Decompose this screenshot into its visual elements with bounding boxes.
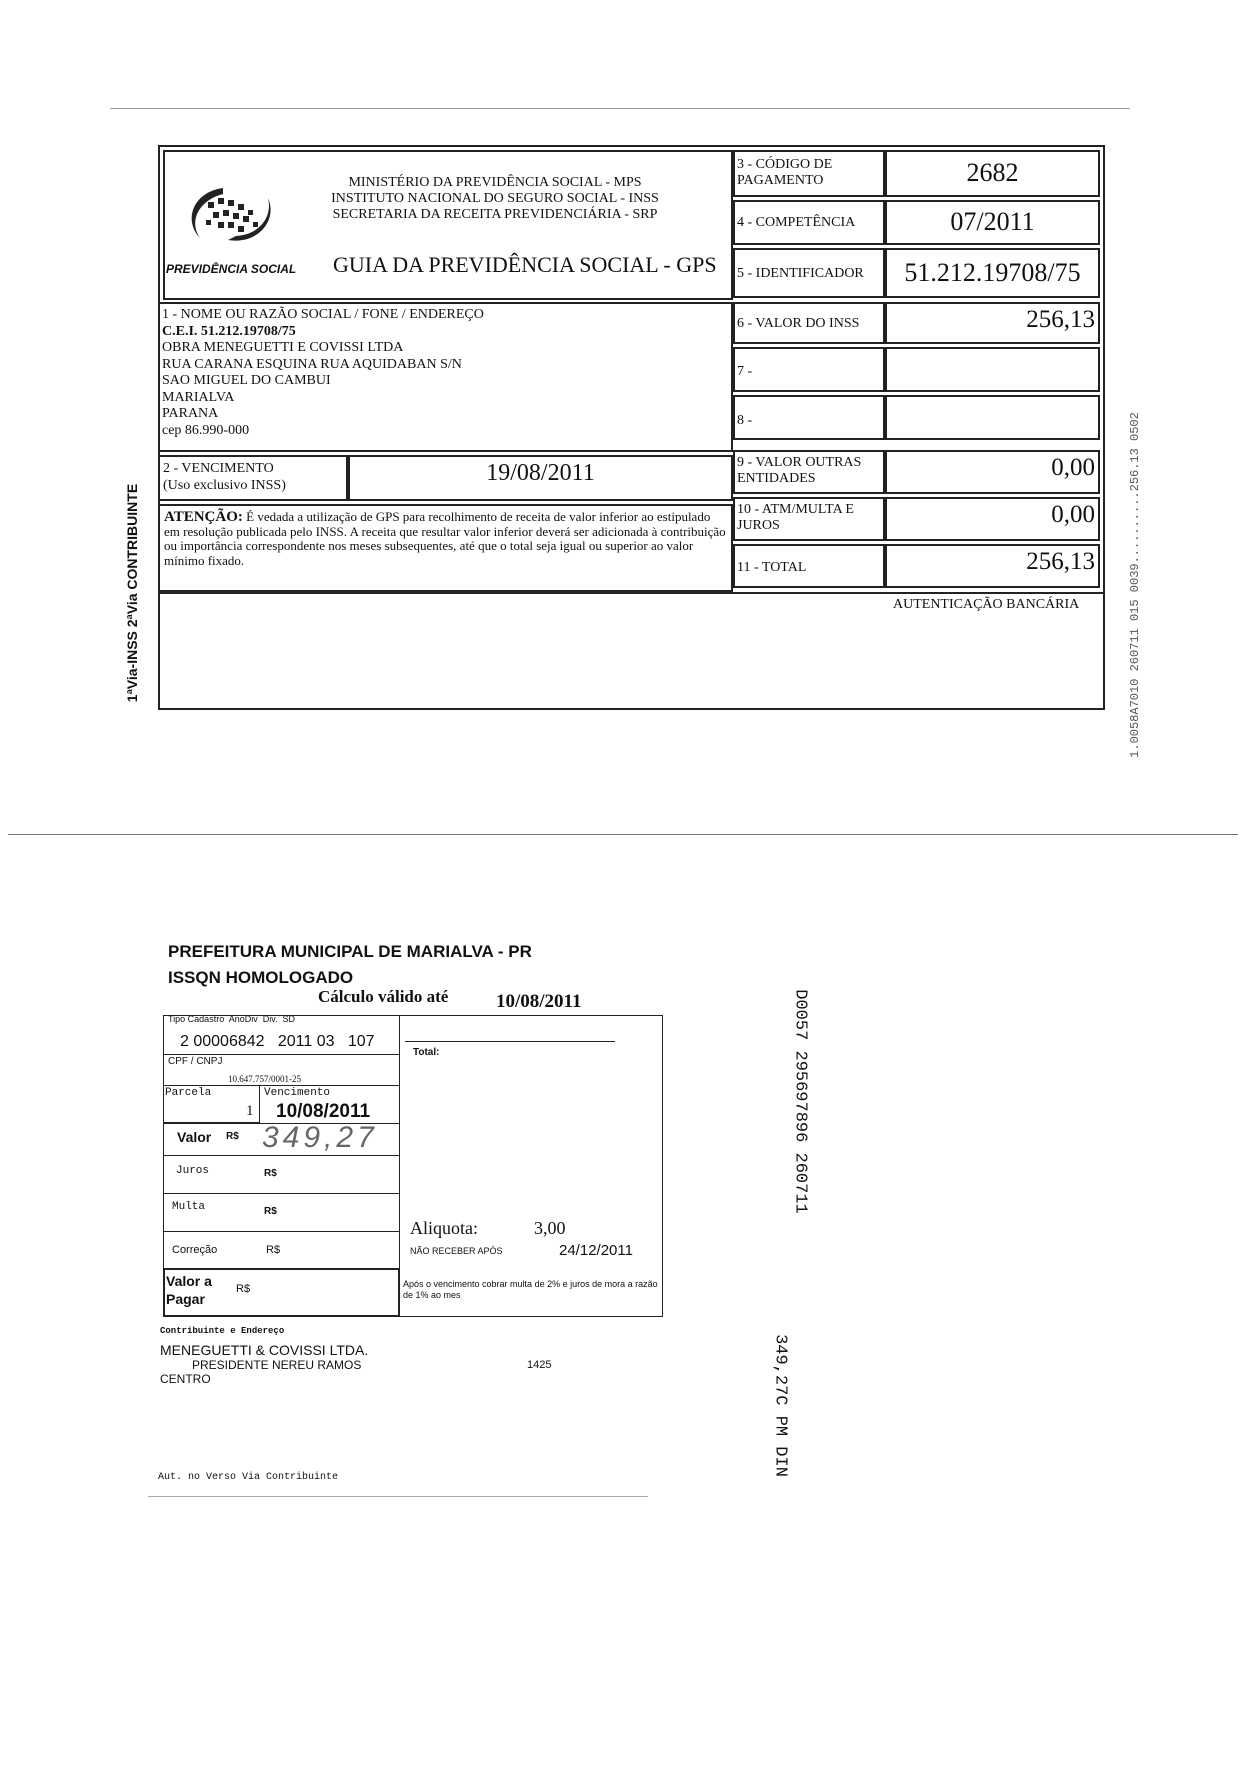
multa-label: Multa xyxy=(172,1201,206,1213)
f8-label: 8 - xyxy=(737,413,753,428)
valor-rs: R$ xyxy=(226,1131,239,1142)
address-line: PARANA xyxy=(162,406,219,421)
contribuinte-number: 1425 xyxy=(527,1359,552,1371)
valor-handwritten: 349,27 xyxy=(262,1121,378,1154)
atm-value: 0,00 xyxy=(1051,501,1095,528)
ministry-line: SECRETARIA DA RECEITA PREVIDENCIÁRIA - SRP xyxy=(332,207,658,222)
vencimento-issqn-label: Vencimento xyxy=(264,1087,331,1099)
valor-label: Valor xyxy=(177,1129,212,1145)
valor-pagar-line2: Pagar xyxy=(166,1291,205,1307)
outras-value: 0,00 xyxy=(1051,454,1095,481)
atm-label: 10 - ATM/MULTA E JUROS xyxy=(737,502,854,533)
gps-title: GUIA DA PREVIDÊNCIA SOCIAL - GPS xyxy=(333,252,717,277)
identificador-value: 51.212.19708/75 xyxy=(904,258,1081,287)
issqn-stamp-2: 349,27C PM DIN xyxy=(770,1334,790,1477)
atencao-text xyxy=(164,510,729,568)
parcela-value: 1 xyxy=(246,1103,254,1119)
address-line: cep 86.990-000 xyxy=(162,422,250,438)
codigo-label: 3 - CÓDIGO DE PAGAMENTO xyxy=(737,157,833,188)
row-sep xyxy=(163,1193,400,1194)
correcao-rs: R$ xyxy=(266,1244,281,1256)
row-sep xyxy=(163,1231,400,1232)
vencimento-labels xyxy=(163,460,286,494)
ministry-line: INSTITUTO NACIONAL DO SEGURO SOCIAL - INSS xyxy=(331,191,659,206)
vencimento-value: 19/08/2011 xyxy=(486,460,595,486)
vencimento-issqn-value: 10/08/2011 xyxy=(276,1101,371,1122)
calc-date: 10/08/2011 xyxy=(496,991,582,1012)
aliquota-value: 3,00 xyxy=(534,1218,566,1238)
f8-value-box xyxy=(885,395,1100,440)
parcela-label: Parcela xyxy=(165,1087,212,1099)
address-line: RUA CARANA ESQUINA RUA AQUIDABAN S/N xyxy=(162,356,462,372)
valor-pagar-label xyxy=(166,1272,212,1308)
nome-label: 1 - NOME OU RAZÃO SOCIAL / FONE / ENDEREÇO xyxy=(162,307,484,322)
issqn-prefeitura: PREFEITURA MUNICIPAL DE MARIALVA - PR xyxy=(168,942,532,961)
juros-rs: R$ xyxy=(264,1168,277,1179)
f7-label-box xyxy=(733,347,885,392)
valor-inss-label: 6 - VALOR DO INSS xyxy=(737,316,860,331)
ministry-lines xyxy=(330,175,660,223)
side-via-text: 1ªVia-INSS 2ªVia CONTRIBUINTE xyxy=(124,483,140,703)
total-value: 256,13 xyxy=(1026,548,1095,575)
previdencia-logo-icon xyxy=(178,180,288,255)
vencimento-note: Após o vencimento cobrar multa de 2% e juros de mora a razão de 1% ao mes xyxy=(403,1279,658,1300)
atencao-head: ATENÇÃO: xyxy=(164,509,243,525)
competencia-label: 4 - COMPETÊNCIA xyxy=(737,215,856,230)
address-block xyxy=(162,307,484,439)
address-line: SAO MIGUEL DO CAMBUI xyxy=(162,373,331,388)
tipo-value: 2 00006842 2011 03 107 xyxy=(180,1033,375,1050)
f7-label: 7 - xyxy=(737,364,753,379)
codigo-value: 2682 xyxy=(966,158,1019,187)
tipo-header: Tipo Cadastro AnoDiv Div. SD xyxy=(168,1014,296,1024)
f7-value-box xyxy=(885,347,1100,392)
identificador-label: 5 - IDENTIFICADOR xyxy=(737,266,864,281)
total-label: 11 - TOTAL xyxy=(737,560,807,575)
bottom-cut-line xyxy=(148,1496,648,1497)
autenticacao-label: AUTENTICAÇÃO BANCÁRIA xyxy=(893,597,1080,612)
juros-label: Juros xyxy=(176,1165,210,1177)
outras-label: 9 - VALOR OUTRAS ENTIDADES xyxy=(737,455,862,486)
competencia-value: 07/2011 xyxy=(950,207,1035,236)
ministry-line: MINISTÉRIO DA PREVIDÊNCIA SOCIAL - MPS xyxy=(348,175,642,190)
cpf-label: CPF / CNPJ xyxy=(168,1056,223,1067)
aut-verso-text: Aut. no Verso Via Contribuinte xyxy=(158,1472,339,1483)
top-scan-line xyxy=(110,108,1130,109)
valor-inss-value: 256,13 xyxy=(1026,306,1095,333)
multa-rs: R$ xyxy=(264,1206,277,1217)
nao-receber-date: 24/12/2011 xyxy=(559,1242,633,1259)
valor-pagar-line1: Valor a xyxy=(166,1273,212,1289)
cpf-value: 10.647.757/0001-25 xyxy=(228,1074,301,1084)
vencimento-sublabel: (Uso exclusivo INSS) xyxy=(163,478,286,493)
contribuinte-district: CENTRO xyxy=(160,1372,211,1386)
row-sep xyxy=(163,1054,400,1055)
aliquota-label: Aliquota: xyxy=(410,1218,478,1238)
vencimento-label: 2 - VENCIMENTO xyxy=(163,461,274,476)
total-line xyxy=(405,1041,615,1042)
issqn-title: ISSQN HOMOLOGADO xyxy=(168,968,354,987)
contribuinte-street: PRESIDENTE NEREU RAMOS xyxy=(192,1358,362,1372)
atencao-body: É vedada a utilização de GPS para recolhimento de receita de valor inferior ao estipulado em resolução publicada pelo INSS. A receita que resultar valor inferior deverá ser adicionada à contribuição ou importância correspondente nos meses subsequentes, até que o total seja igual ou superior ao valor mínimo fixado. xyxy=(164,509,726,568)
issqn-total-label: Total: xyxy=(413,1047,440,1058)
bank-stamp-text: 1.0058A7010 260711 015 0039..........256.13 0502 xyxy=(1128,412,1142,758)
f8-label-box xyxy=(733,395,885,440)
contribuinte-name: MENEGUETTI & COVISSI LTDA. xyxy=(160,1342,369,1358)
address-line: OBRA MENEGUETTI E COVISSI LTDA xyxy=(162,340,404,355)
middle-cut-line xyxy=(8,834,1238,835)
calc-label: Cálculo válido até xyxy=(318,987,449,1006)
contribuinte-label: Contribuinte e Endereço xyxy=(160,1326,285,1336)
address-line: MARIALVA xyxy=(162,389,235,405)
nao-receber-label: NÃO RECEBER APÓS xyxy=(410,1246,503,1256)
address-line: C.E.I. 51.212.19708/75 xyxy=(162,323,296,339)
logo-text: PREVIDÊNCIA SOCIAL xyxy=(166,262,297,276)
valor-pagar-rs: R$ xyxy=(236,1283,251,1295)
correcao-label: Correção xyxy=(172,1244,218,1256)
issqn-stamp-1: D0057 295697896 260711 xyxy=(790,989,810,1214)
